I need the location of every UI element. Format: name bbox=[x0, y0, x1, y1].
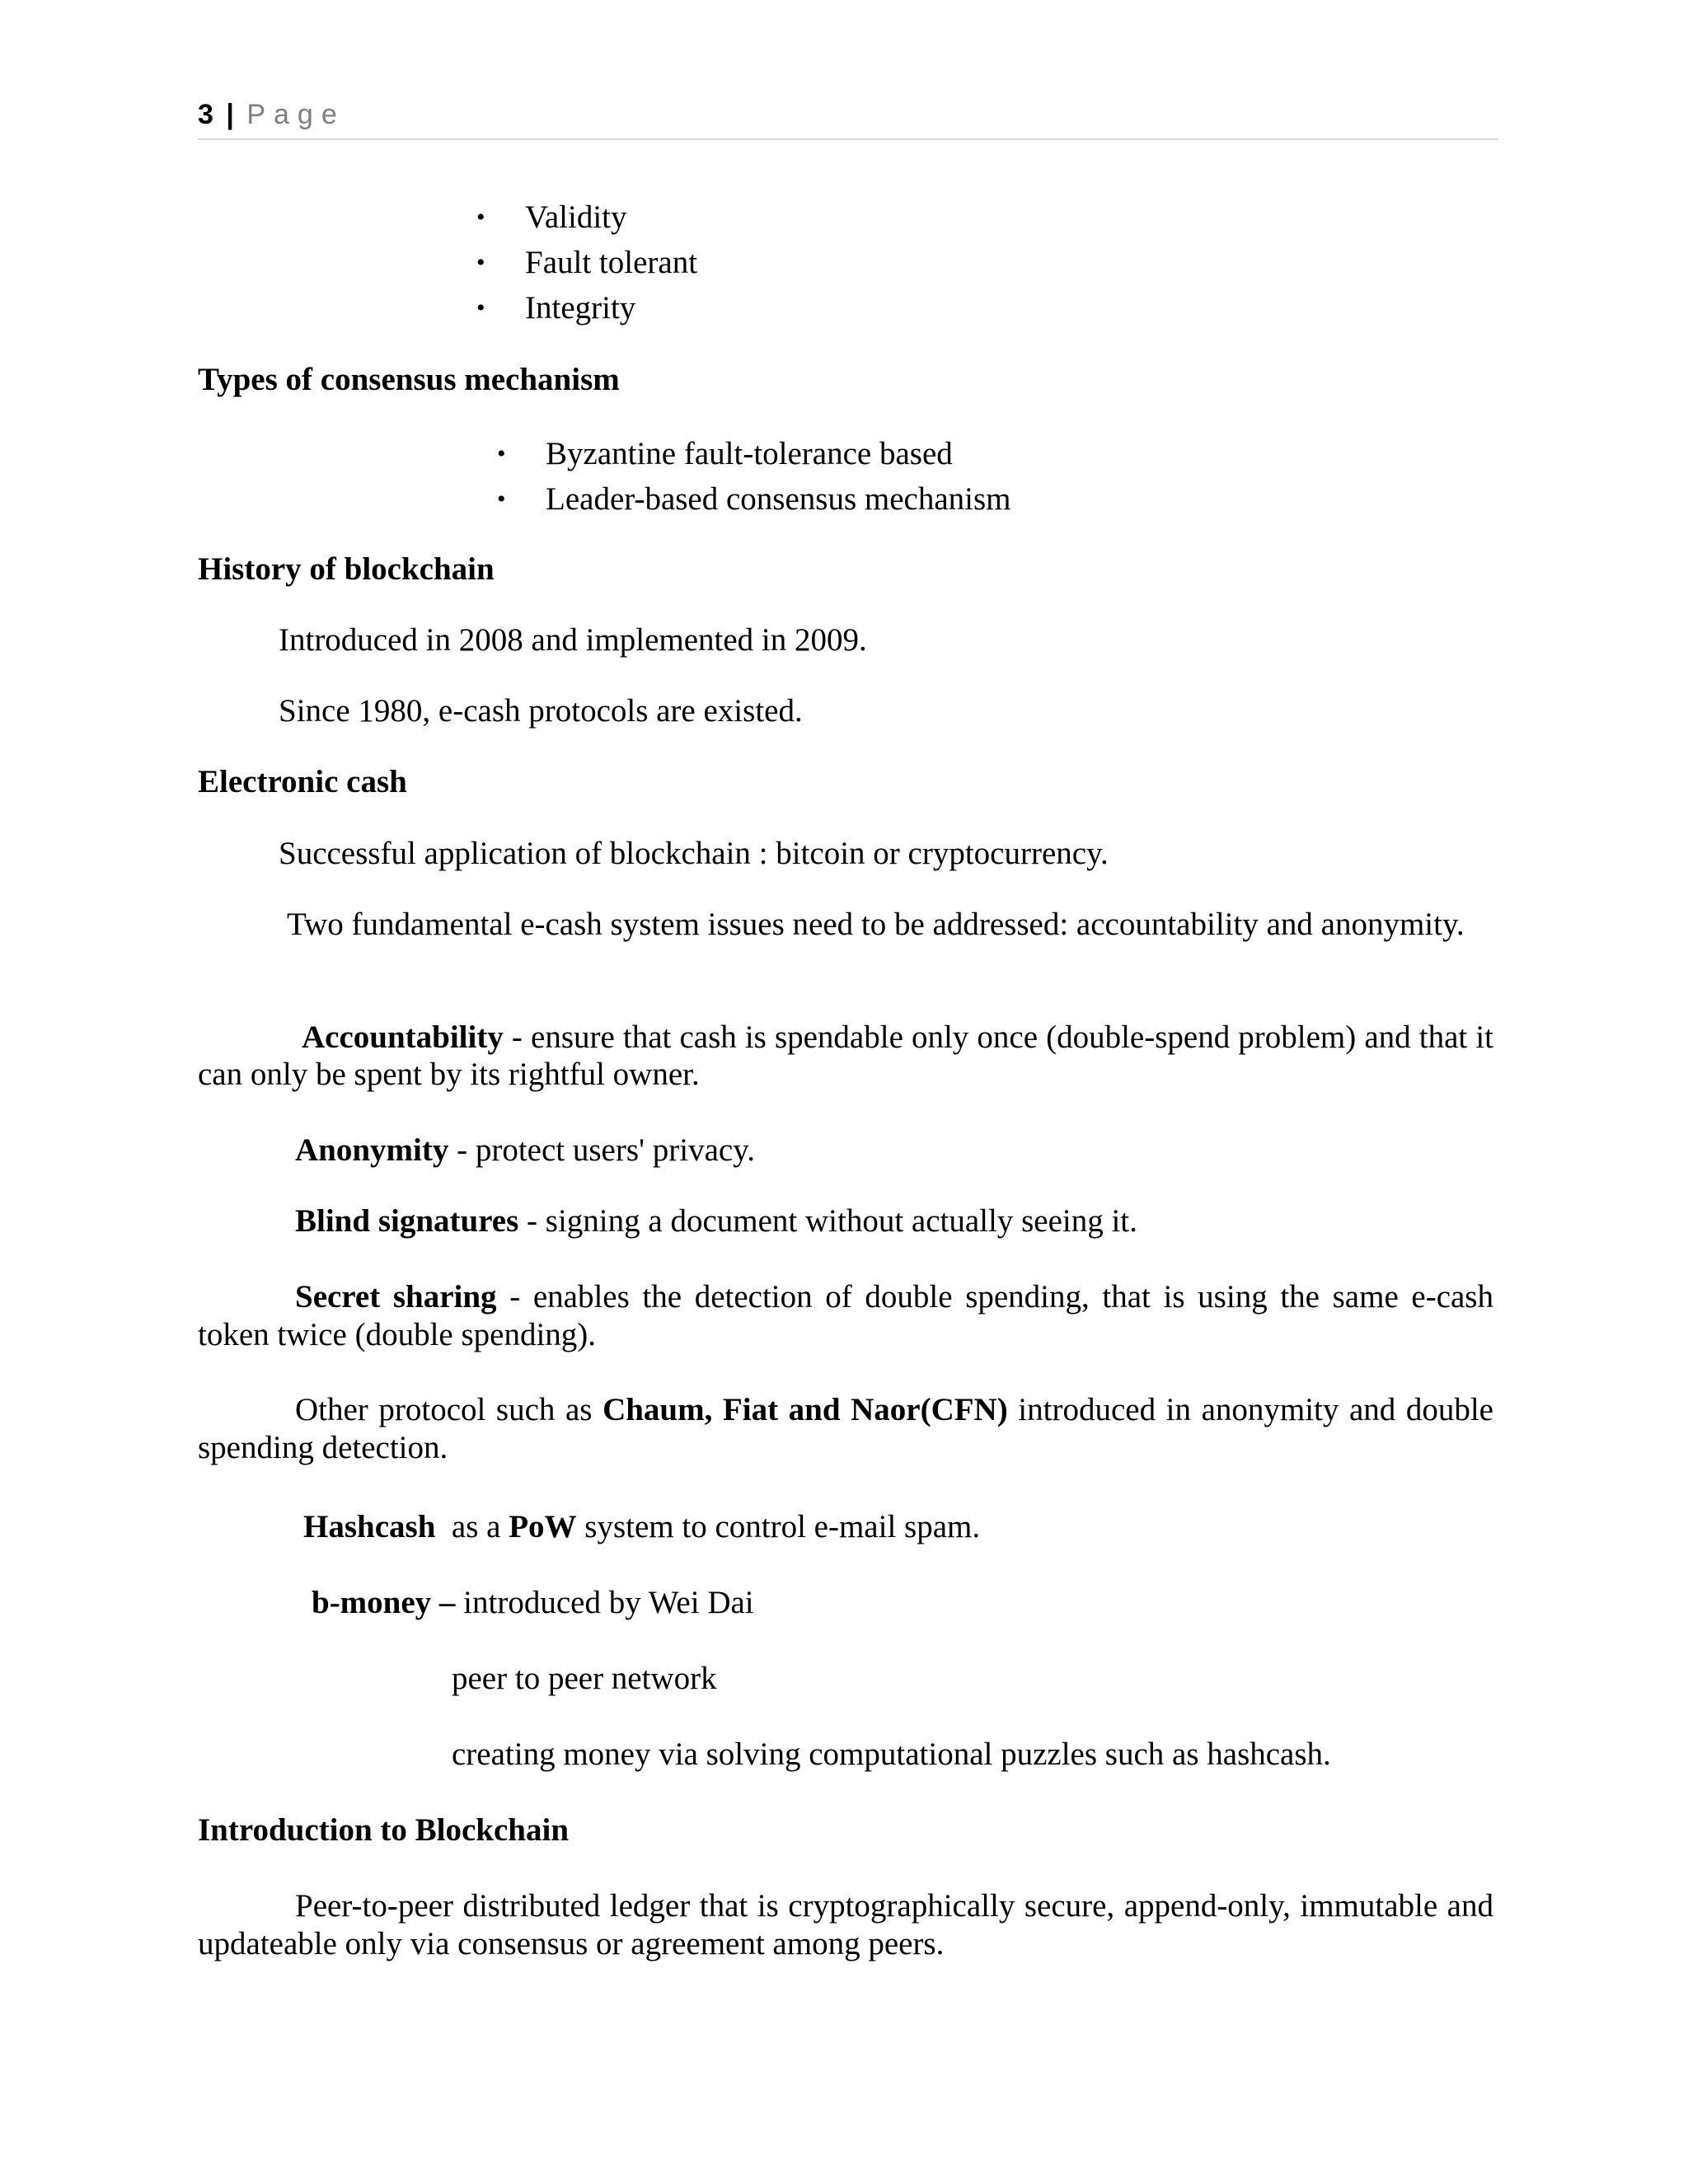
anonymity-term: Anonymity bbox=[295, 1132, 449, 1168]
bmoney-term: b-money – bbox=[312, 1585, 456, 1620]
page-header bbox=[198, 99, 1498, 140]
other-protocol-lead: Other protocol such as bbox=[295, 1392, 603, 1427]
pow-term: PoW bbox=[509, 1509, 577, 1544]
accountability-paragraph bbox=[198, 1019, 1493, 1093]
accountability-text: - ensure that cash is spendable only once (double-spend problem) and that it can only be spent by its rightful owner. bbox=[198, 1019, 1493, 1092]
list-item: Leader-based consensus mechanism bbox=[546, 481, 1011, 517]
list-item: Validity bbox=[525, 199, 627, 235]
ecash-application-line: Successful application of blockchain : bitcoin or cryptocurrency. bbox=[279, 836, 1109, 871]
blind-signatures-paragraph bbox=[198, 1202, 1493, 1240]
section-heading-intro: Introduction to Blockchain bbox=[198, 1812, 570, 1848]
list-item: Integrity bbox=[525, 290, 636, 326]
hashcash-line bbox=[303, 1508, 980, 1546]
cfn-term: Chaum, Fiat and Naor(CFN) bbox=[603, 1392, 1008, 1427]
section-heading-types: Types of consensus mechanism bbox=[198, 362, 620, 397]
bullet-icon: • bbox=[476, 249, 485, 276]
secret-sharing-paragraph bbox=[198, 1278, 1493, 1354]
secret-sharing-term: Secret sharing bbox=[295, 1279, 497, 1315]
bullet-icon: • bbox=[497, 485, 506, 513]
hashcash-mid: as a bbox=[435, 1509, 509, 1544]
list-item: Fault tolerant bbox=[525, 245, 698, 280]
bmoney-text: introduced by Wei Dai bbox=[455, 1585, 754, 1620]
history-line-2: Since 1980, e-cash protocols are existed. bbox=[279, 693, 803, 729]
other-protocol-paragraph bbox=[198, 1391, 1493, 1467]
blind-signatures-text: - signing a document without actually seeing it. bbox=[518, 1203, 1137, 1239]
other-protocol-tail: introduced in anonymity and double spending detection. bbox=[198, 1392, 1493, 1465]
page-separator: | bbox=[226, 99, 234, 130]
hashcash-term: Hashcash bbox=[303, 1509, 436, 1544]
secret-sharing-text: - enables the detection of double spending, that is using the same e-cash token twice (double spending). bbox=[198, 1279, 1493, 1352]
section-heading-history: History of blockchain bbox=[198, 551, 495, 587]
anonymity-text: - protect users' privacy. bbox=[448, 1132, 755, 1168]
blind-signatures-term: Blind signatures bbox=[295, 1203, 519, 1239]
ecash-issues-paragraph: Two fundamental e-cash system issues need to be addressed: accountability and anonymity. bbox=[287, 907, 1465, 942]
intro-paragraph: Peer-to-peer distributed ledger that is cryptographically secure, append-only, immutable and updateable only via consensus or agreement among peers. bbox=[198, 1888, 1493, 1961]
bullet-icon: • bbox=[497, 440, 506, 467]
history-line-1: Introduced in 2008 and implemented in 2009. bbox=[279, 622, 867, 658]
bmoney-line bbox=[312, 1584, 754, 1622]
hashcash-tail: system to control e-mail spam. bbox=[576, 1509, 981, 1544]
anonymity-paragraph bbox=[198, 1132, 1493, 1169]
bullet-icon: • bbox=[476, 204, 485, 231]
page-word: Page bbox=[246, 99, 345, 130]
bmoney-detail-2: creating money via solving computational puzzles such as hashcash. bbox=[452, 1736, 1331, 1772]
bmoney-detail-1: peer to peer network bbox=[452, 1661, 717, 1696]
page-number: 3 bbox=[198, 99, 213, 130]
bullet-icon: • bbox=[476, 294, 485, 321]
accountability-term: Accountability bbox=[302, 1019, 504, 1055]
section-heading-ecash: Electronic cash bbox=[198, 764, 407, 799]
list-item: Byzantine fault-tolerance based bbox=[546, 436, 953, 471]
